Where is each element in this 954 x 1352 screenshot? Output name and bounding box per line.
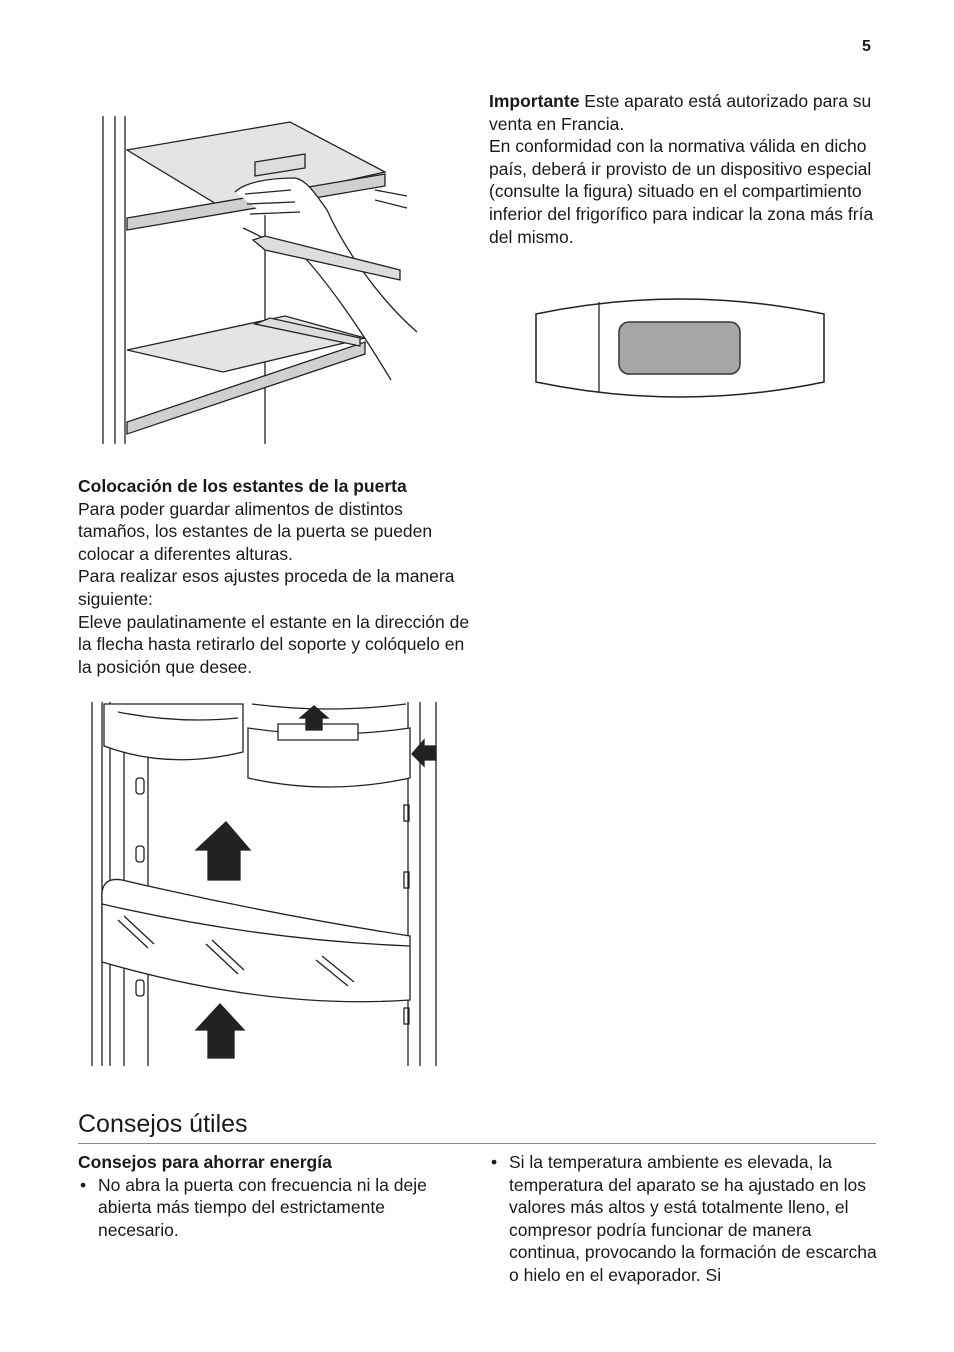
- section-divider: [78, 1143, 876, 1144]
- list-item: • Si la temperatura ambiente es elevada, la temperatura del aparato se ha ajustado en los valores más altos y está totalmente lleno, el compresor podría funcionar de manera continua, provocando la formación de escarcha o hielo en el evaporador. Si: [489, 1151, 881, 1287]
- temperature-indicator-figure: [533, 294, 827, 400]
- important-paragraph: En conformidad con la normativa válida en dicho país, deberá ir provisto de un dispositivo especial (consulte la figura) situado en el compartimiento inferior del frigorífico para indicar la zona más fría del mismo.: [489, 136, 874, 247]
- page-number: 5: [862, 38, 871, 55]
- door-shelves-illustration: [88, 700, 440, 1070]
- energy-tips-heading: Consejos para ahorrar energía: [78, 1152, 332, 1172]
- important-notice: [489, 90, 881, 248]
- energy-tips-left-column: [78, 1151, 470, 1241]
- door-shelves-paragraph-3: Eleve paulatinamente el estante en la dirección de la flecha hasta retirarlo del soporte y colóquelo en la posición que desee.: [78, 611, 470, 677]
- important-label: Importante: [489, 91, 580, 111]
- tips-section-title: Consejos útiles: [78, 1110, 248, 1138]
- door-shelves-heading: Colocación de los estantes de la puerta: [78, 476, 407, 496]
- door-shelves-paragraph-2: Para realizar esos ajustes proceda de la manera siguiente:: [78, 566, 455, 609]
- shelf-removal-illustration: [95, 110, 425, 450]
- energy-tips-right-column: [489, 1151, 881, 1287]
- important-lead-text: Este aparato está autorizado para su venta en Francia.: [489, 91, 872, 134]
- energy-tips-list-left: [78, 1174, 470, 1242]
- door-shelves-paragraph-1: Para poder guardar alimentos de distintos tamaños, los estantes de la puerta se pueden colocar a diferentes alturas.: [78, 498, 433, 564]
- list-item: • No abra la puerta con frecuencia ni la deje abierta más tiempo del estrictamente necesario.: [78, 1174, 470, 1242]
- energy-tips-list-right: [489, 1151, 881, 1287]
- door-shelves-section: [78, 475, 470, 678]
